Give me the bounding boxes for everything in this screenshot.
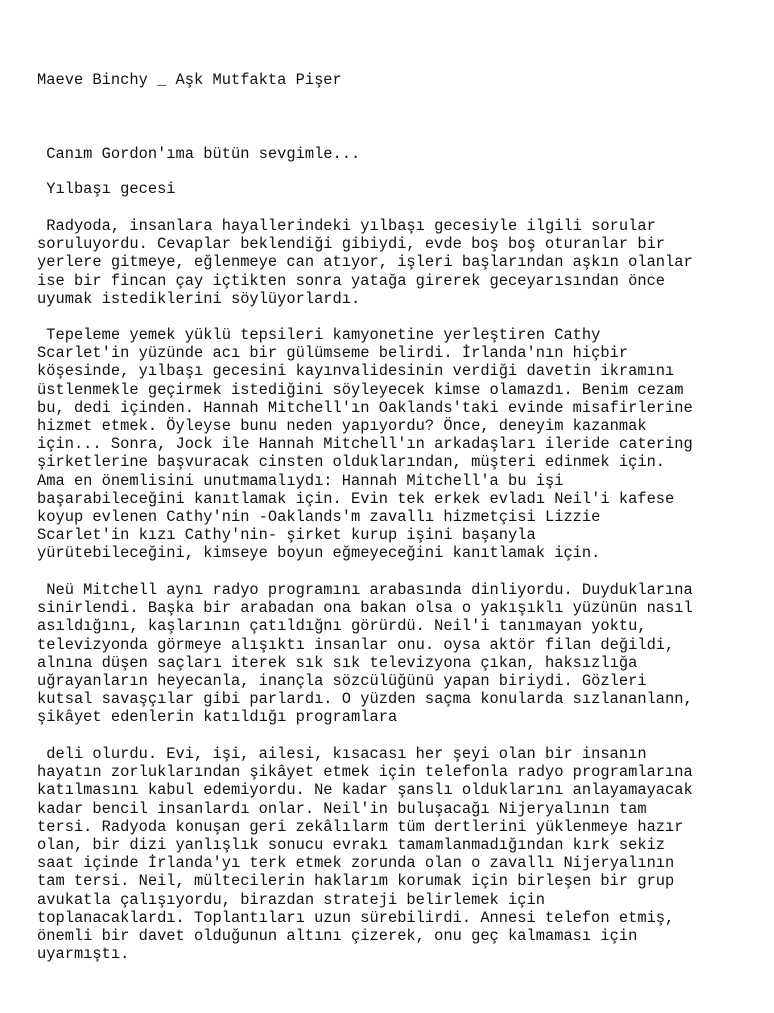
paragraph-line: Radyoda, insanlara hayallerindeki yılbaşı gecesiyle ilgili sorular xyxy=(37,217,656,235)
paragraph-line: uyumak istediklerini söylüyorlardı. xyxy=(37,289,361,308)
paragraph-3 xyxy=(37,581,693,727)
paragraph-line: olan, bir dizi yanlışlık sonucu evrakı tamamlanmadığından kırk sekiz xyxy=(37,835,666,854)
paragraph-line: asıldığını, kaşlarının çatıldığnı görürdü. Neil'i tanımayan yoktu, xyxy=(37,617,647,636)
paragraph-line: kutsal savaşçılar gibi parlardı. O yüzden saçma konularda sızlananlann, xyxy=(37,690,693,709)
paragraph-line: şikâyet edenlerin katıldığı programlara xyxy=(37,708,398,727)
paragraph-line: koyup evlenen Cathy'nin -Oaklands'm zavallı hizmetçisi Lizzie xyxy=(37,507,601,526)
chapter-heading: Yılbaşı gecesi xyxy=(37,180,176,198)
paragraph-line: kadar bencil insanlardı onlar. Neil'in buluşacağı Nijeryalının tam xyxy=(37,799,647,818)
document-title: Maeve Binchy _ Aşk Mutfakta Pişer xyxy=(37,71,342,89)
paragraph-line: hizmet etmek. Öyleyse bunu neden yapıyordu? Önce, deneyim kazanmak xyxy=(37,416,647,435)
paragraph-line: katılmasını kabul edemiyordu. Ne kadar şanslı olduklarını anlayamayacak xyxy=(37,781,693,800)
paragraph-1 xyxy=(37,217,693,308)
paragraph-line: yerlere gitmeye, eğlenmeye can atıyor, işleri başlarından aşkın olanlar xyxy=(37,253,693,272)
paragraph-line: Scarlet'in yüzünde acı bir gülümseme belirdi. İrlanda'nın hiçbir xyxy=(37,344,629,363)
paragraph-line: hayatın zorluklarından şikâyet etmek için telefonla radyo programlarına xyxy=(37,763,693,782)
paragraph-line: Ama en önemlisini unutmamalıydı: Hannah Mitchell'a bu işi xyxy=(37,471,564,490)
paragraph-line: tam tersi. Neil, mültecilerin haklarım korumak için birleşen bir grup xyxy=(37,872,675,891)
paragraph-line: için... Sonra, Jock ile Hannah Mitchell'ın arkadaşları ileride catering xyxy=(37,435,693,454)
paragraph-line: avukatla çalışıyordu, birazdan strateji belirlemek için xyxy=(37,890,545,909)
paragraph-line: deli olurdu. Evi, işi, ailesi, kısacası her şeyi olan bir insanın xyxy=(37,745,647,763)
paragraph-line: başarabileceğini kanıtlamak için. Evin tek erkek evladı Neil'i kafese xyxy=(37,489,675,508)
paragraph-line: şirketlerine başvuracak cinsten olduklarından, müşteri edinmek için. xyxy=(37,453,666,472)
paragraph-line: üstlenmekle geçirmek istediğini söyleyecek kimse olamazdı. Benim cezam xyxy=(37,380,684,399)
paragraph-line: Scarlet'in kızı Cathy'nin- şirket kurup işini başanyla xyxy=(37,526,536,545)
paragraph-line: uğrayanların heyecanla, inançla sözcülüğünü yapan biriydi. Gözleri xyxy=(37,671,647,690)
paragraph-line: bu, dedi içinden. Hannah Mitchell'ın Oaklands'taki evinde misafirlerine xyxy=(37,398,693,417)
paragraph-line: önemli bir davet olduğunun altını çizerek, onu geç kalmaması için xyxy=(37,926,638,945)
paragraph-line: Neü Mitchell aynı radyo programını arabasında dinliyordu. Duyduklarına xyxy=(37,581,693,599)
paragraph-2 xyxy=(37,326,693,562)
paragraph-line: toplanacaklardı. Toplantıları uzun sürebilirdi. Annesi telefon etmiş, xyxy=(37,908,675,927)
paragraph-line: televizyonda görmeye alışıktı insanlar onu. oysa aktör filan değildi, xyxy=(37,635,675,654)
paragraph-line: sinirlendi. Başka bir arabadan ona bakan olsa o yakışıklı yüzünün nasıl xyxy=(37,599,693,618)
paragraph-line: alnına düşen saçları iterek sık sık televizyona çıkan, haksızlığa xyxy=(37,653,638,672)
paragraph-line: uyarmıştı. xyxy=(37,945,130,964)
paragraph-line: yürütebileceğini, kimseye boyun eğmeyeceğini kanıtlamak için. xyxy=(37,544,601,563)
paragraph-4 xyxy=(37,745,693,963)
paragraph-line: Tepeleme yemek yüklü tepsileri kamyonetine yerleştiren Cathy xyxy=(37,326,601,344)
paragraph-line: tersi. Radyoda konuşan geri zekâlılarm tüm dertlerini yüklenmeye hazır xyxy=(37,817,684,836)
paragraph-line: soruluyordu. Cevaplar beklendiği gibiydi, evde boş boş oturanlar bir xyxy=(37,235,666,254)
paragraph-line: ise bir fincan çay içtikten sonra yatağa girerek geceyarısından önce xyxy=(37,271,666,290)
paragraph-line: köşesinde, yılbaşı gecesini kayınvalidesinin verdiği davetin ikramını xyxy=(37,362,675,381)
paragraph-line: saat içinde İrlanda'yı terk etmek zorunda olan o zavallı Nijeryalının xyxy=(37,854,675,873)
dedication: Canım Gordon'ıma bütün sevgimle... xyxy=(37,145,361,163)
